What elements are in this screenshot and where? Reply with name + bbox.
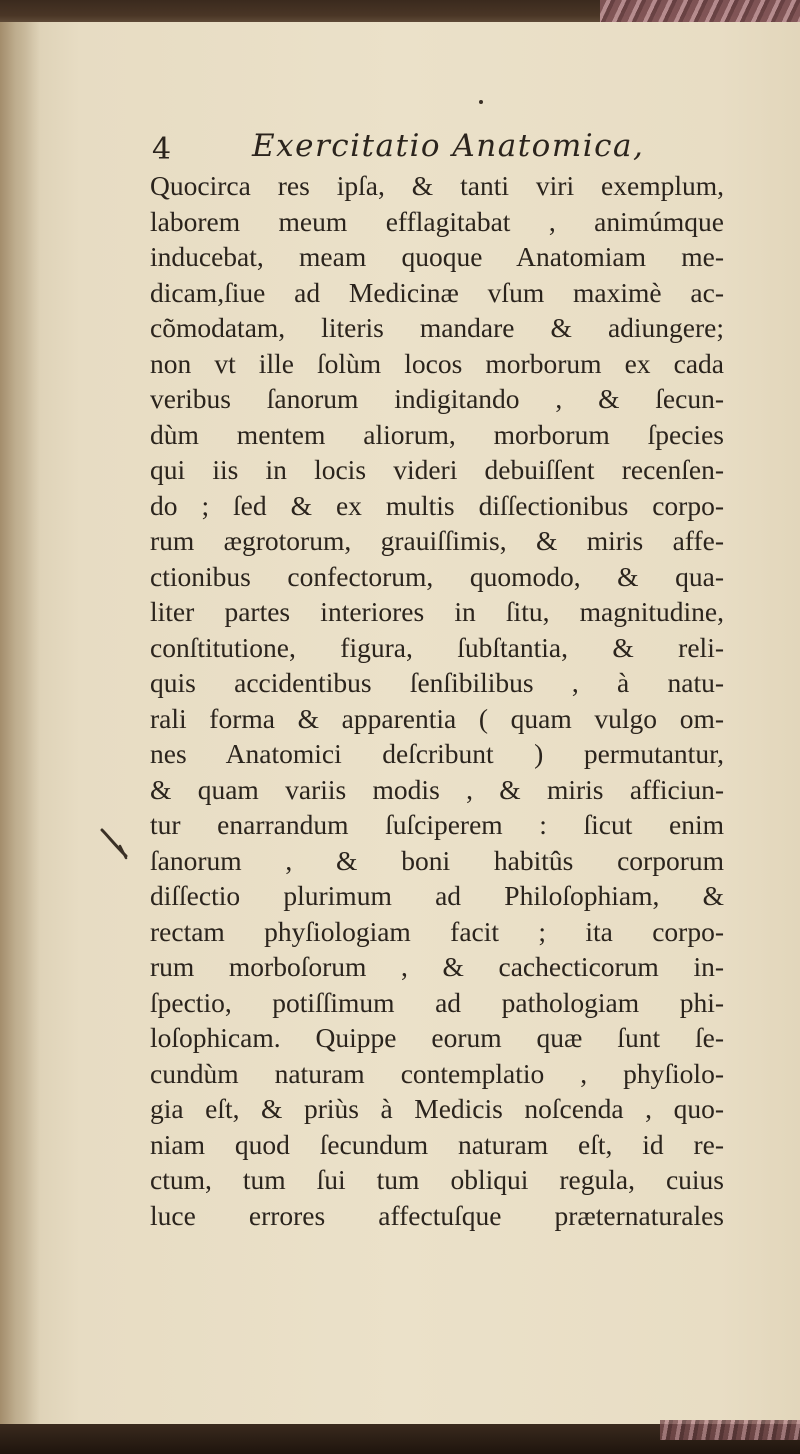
text-line-20: ſanorum , & boni habitûs corporum xyxy=(150,844,724,876)
text-line-10: do ; ſed & ex multis diſſectionibus corpo- xyxy=(150,489,724,521)
ribbon-marker-top xyxy=(600,0,800,24)
text-line-26: cundùm naturam contemplatio , phyſiolo- xyxy=(150,1057,724,1089)
text-line-5: cõmodatam, literis mandare & adiungere; xyxy=(150,312,724,343)
text-line-19: tur enarrandum ſuſciperem : ſicut enim xyxy=(150,809,724,840)
page-header xyxy=(150,122,730,172)
text-line-28: niam quod ſecundum naturam eſt, id re- xyxy=(150,1128,724,1160)
text-line-22: rectam phyſiologiam facit ; ita corpo- xyxy=(150,915,724,947)
text-line-14: conſtitutione, figura, ſubſtantia, & reli- xyxy=(150,631,724,663)
text-line-23: rum morboſorum , & cachecticorum in- xyxy=(150,951,724,982)
text-line-13: liter partes interiores in ſitu, magnitudine, xyxy=(150,596,724,627)
text-line-11: rum ægrotorum, grauiſſimis, & miris affe- xyxy=(150,525,724,556)
text-line-16: rali forma & apparentia ( quam vulgo om- xyxy=(150,702,724,734)
text-line-29: ctum, tum ſui tum obliqui regula, cuius xyxy=(150,1164,724,1195)
text-line-15: quis accidentibus ſenſibilibus , à natu- xyxy=(150,667,724,698)
text-line-7: veribus ſanorum indigitando , & ſecun- xyxy=(150,383,724,414)
text-line-6: non vt ille ſolùm locos morborum ex cada xyxy=(150,347,724,379)
text-line-2: laborem meum efflagitabat , animúmque xyxy=(150,205,724,237)
text-line-25: loſophicam. Quippe eorum quæ ſunt ſe- xyxy=(150,1022,724,1053)
running-title: Exercitatio Anatomica, xyxy=(252,128,645,164)
text-line-24: ſpectio, potiſſimum ad pathologiam phi- xyxy=(150,986,724,1018)
text-line-30: luce errores affectuſque præternaturales xyxy=(150,1199,724,1231)
page-paper xyxy=(0,22,800,1424)
text-line-1: Quocirca res ipſa, & tanti viri exemplum, xyxy=(150,170,724,201)
text-line-27: gia eſt, & priùs à Medicis noſcenda , quo- xyxy=(150,1093,724,1124)
marginal-pen-mark-icon xyxy=(98,826,134,862)
text-line-4: dicam,ſiue ad Medicinæ vſum maximè ac- xyxy=(150,276,724,308)
text-line-17: nes Anatomici deſcribunt ) permutantur, xyxy=(150,738,724,769)
ink-speck xyxy=(479,100,483,104)
body-text xyxy=(150,168,724,1233)
page-gutter-shadow xyxy=(0,22,40,1424)
ribbon-marker-bottom xyxy=(660,1420,800,1440)
text-line-12: ctionibus confectorum, quomodo, & qua- xyxy=(150,560,724,592)
page-number: 4 xyxy=(152,132,172,167)
text-line-18: & quam variis modis , & miris afficiun- xyxy=(150,773,724,805)
text-line-21: diſſectio plurimum ad Philoſophiam, & xyxy=(150,880,724,911)
text-line-3: inducebat, meam quoque Anatomiam me- xyxy=(150,241,724,272)
text-line-9: qui iis in locis videri debuiſſent recenſen- xyxy=(150,454,724,485)
text-line-8: dùm mentem aliorum, morborum ſpecies xyxy=(150,418,724,450)
